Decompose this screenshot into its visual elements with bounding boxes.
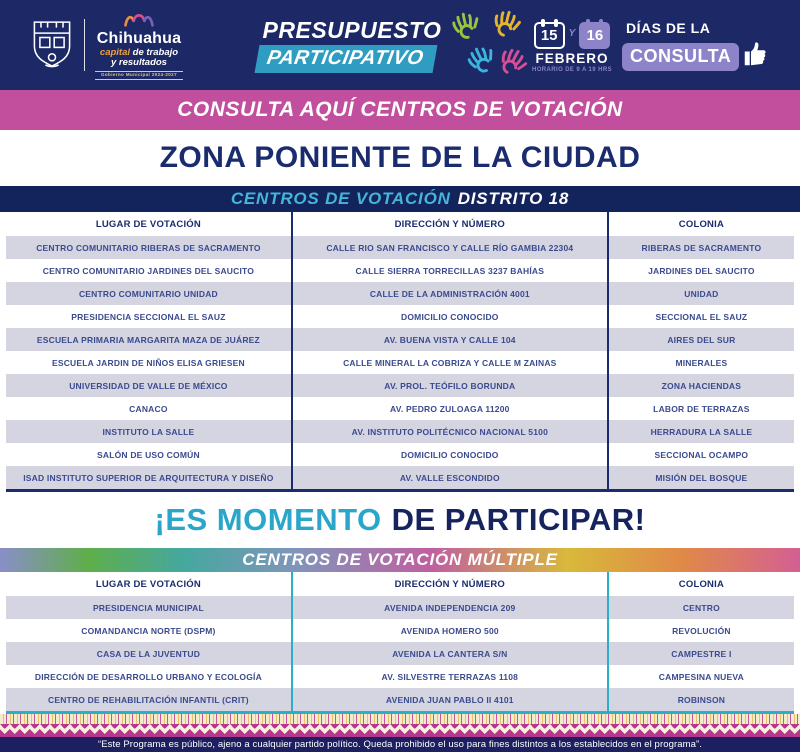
municipal-logo xyxy=(0,10,252,79)
cell-colonia: UNIDAD xyxy=(609,282,794,305)
multiple-banner: CENTROS DE VOTACIÓN MÚLTIPLE xyxy=(0,548,800,572)
table-row xyxy=(6,282,794,305)
cell-lugar: UNIVERSIDAD DE VALLE DE MÉXICO xyxy=(6,374,293,397)
distrito18-banner xyxy=(0,186,800,212)
cell-direccion: CALLE DE LA ADMINISTRACIÓN 4001 xyxy=(293,282,609,305)
table-header-row xyxy=(6,572,794,596)
col-header-colonia: COLONIA xyxy=(678,218,724,230)
col-header-lugar: LUGAR DE VOTACIÓN xyxy=(6,572,293,596)
footer-zigzag-pattern xyxy=(0,724,800,734)
cell-direccion: AVENIDA JUAN PABLO II 4101 xyxy=(293,688,609,711)
footer-disclaimer: “Este Programa es público, ajeno a cualquier partido político. Queda prohibido el uso para fines distintos a los establecidos en el programa”. xyxy=(0,737,800,752)
cell-colonia: AIRES DEL SUR xyxy=(609,328,794,351)
cell-direccion: CALLE MINERAL LA COBRIZA Y CALLE M ZAINAS xyxy=(293,351,609,374)
cell-lugar: CENTRO COMUNITARIO JARDINES DEL SAUCITO xyxy=(6,259,293,282)
cell-direccion: AV. INSTITUTO POLITÉCNICO NACIONAL 5100 xyxy=(293,420,609,443)
logo-tagline-capital: capital xyxy=(99,46,131,58)
cell-colonia: SECCIONAL EL SAUZ xyxy=(609,305,794,328)
calendar-group xyxy=(532,17,612,73)
cell-direccion: AV. VALLE ESCONDIDO xyxy=(293,466,609,489)
cell-lugar: ESCUELA PRIMARIA MARGARITA MAZA DE JUÁREZ xyxy=(6,328,293,351)
cell-colonia: MISIÓN DEL BOSQUE xyxy=(609,466,794,489)
cell-colonia: HERRADURA LA SALLE xyxy=(609,420,794,443)
cell-direccion: CALLE RIO SAN FRANCISCO Y CALLE RÍO GAMBIA 22304 xyxy=(293,236,609,259)
cell-colonia: ROBINSON xyxy=(609,688,794,711)
table-row xyxy=(6,305,794,328)
consultation-dates xyxy=(532,17,800,73)
dias-de-la-label: DÍAS DE LA xyxy=(625,19,711,36)
cell-colonia: JARDINES DEL SAUCITO xyxy=(609,259,794,282)
calendar-day-16-icon xyxy=(579,22,610,49)
distrito18-table-body xyxy=(6,236,794,489)
table-row xyxy=(6,397,794,420)
table-row xyxy=(6,665,794,688)
distrito18-banner-prefix: CENTROS DE VOTACIÓN xyxy=(230,189,451,208)
cell-direccion: CALLE SIERRA TORRECILLAS 3237 BAHÍAS xyxy=(293,259,609,282)
table-row xyxy=(6,420,794,443)
table-row xyxy=(6,688,794,711)
multiple-table xyxy=(0,572,800,711)
cell-colonia: CENTRO xyxy=(609,596,794,619)
cell-lugar: COMANDANCIA NORTE (DSPM) xyxy=(6,619,293,642)
table-row xyxy=(6,443,794,466)
cell-direccion: AVENIDA INDEPENDENCIA 209 xyxy=(293,596,609,619)
consulta-label-group xyxy=(622,20,771,71)
chihuahua-wordmark xyxy=(95,10,183,79)
cell-lugar: INSTITUTO LA SALLE xyxy=(6,420,293,443)
cell-lugar: ESCUELA JARDIN DE NIÑOS ELISA GRIESEN xyxy=(6,351,293,374)
cell-lugar: CANACO xyxy=(6,397,293,420)
logo-ribbon: Gobierno Municipal 2024-2027 xyxy=(95,71,183,80)
table-header-row xyxy=(6,212,794,236)
date-connector: Y xyxy=(568,27,576,39)
date-day2: 16 xyxy=(586,27,604,44)
col-header-lugar: LUGAR DE VOTACIÓN xyxy=(6,212,293,236)
distrito18-table xyxy=(0,212,800,489)
footer-tape-texture xyxy=(0,714,800,724)
calendar-day-15-icon xyxy=(534,22,565,49)
cell-colonia: REVOLUCIÓN xyxy=(609,619,794,642)
table-row xyxy=(6,466,794,489)
zone-title: ZONA PONIENTE DE LA CIUDAD xyxy=(159,141,641,174)
cell-lugar: CASA DE LA JUVENTUD xyxy=(6,642,293,665)
table-row xyxy=(6,328,794,351)
cell-direccion: DOMICILIO CONOCIDO xyxy=(293,443,609,466)
cell-colonia: SECCIONAL OCAMPO xyxy=(609,443,794,466)
cell-direccion: AV. PEDRO ZULOAGA 11200 xyxy=(293,397,609,420)
coat-of-arms-icon xyxy=(30,16,74,75)
cell-direccion: DOMICILIO CONOCIDO xyxy=(293,305,609,328)
brand-line1: PRESUPUESTO xyxy=(262,17,442,43)
cell-direccion: AVENIDA LA CANTERA S/N xyxy=(293,642,609,665)
cell-colonia: ZONA HACIENDAS xyxy=(609,374,794,397)
cell-direccion: AV. BUENA VISTA Y CALLE 104 xyxy=(293,328,609,351)
cell-colonia: CAMPESINA NUEVA xyxy=(609,665,794,688)
cell-lugar: ISAD INSTITUTO SUPERIOR DE ARQUITECTURA Y DISEÑO xyxy=(6,466,293,489)
multiple-table-body xyxy=(6,596,794,711)
table-row xyxy=(6,351,794,374)
momento-rest: DE PARTICIPAR! xyxy=(391,502,646,537)
cell-lugar: CENTRO DE REHABILITACIÓN INFANTIL (CRIT) xyxy=(6,688,293,711)
cell-colonia: LABOR DE TERRAZAS xyxy=(609,397,794,420)
cell-lugar: CENTRO COMUNITARIO UNIDAD xyxy=(6,282,293,305)
consulta-banner: CONSULTA AQUÍ CENTROS DE VOTACIÓN xyxy=(0,90,800,130)
table-row xyxy=(6,259,794,282)
cell-colonia: CAMPESTRE I xyxy=(609,642,794,665)
col-header-colonia: COLONIA xyxy=(678,578,724,590)
date-schedule: HORARIO DE 9 A 19 HRS xyxy=(532,67,612,73)
table-row xyxy=(6,374,794,397)
momento-highlight: ¡ES MOMENTO xyxy=(154,502,382,537)
table-row xyxy=(6,642,794,665)
consulta-badge: CONSULTA xyxy=(622,43,739,71)
table-row xyxy=(6,236,794,259)
cell-direccion: AVENIDA HOMERO 500 xyxy=(293,619,609,642)
cell-colonia: RIBERAS DE SACRAMENTO xyxy=(609,236,794,259)
col-header-direccion: DIRECCIÓN Y NÚMERO xyxy=(293,212,609,236)
cell-lugar: PRESIDENCIA SECCIONAL EL SAUZ xyxy=(6,305,293,328)
program-brand xyxy=(252,8,532,82)
cell-direccion: AV. PROL. TEÓFILO BORUNDA xyxy=(293,374,609,397)
cell-direccion: AV. SILVESTRE TERRAZAS 1108 xyxy=(293,665,609,688)
cell-colonia: MINERALES xyxy=(609,351,794,374)
distrito18-banner-suffix: DISTRITO 18 xyxy=(457,189,570,208)
brand-line2: PARTICIPATIVO xyxy=(254,45,437,73)
logo-divider xyxy=(84,19,85,71)
date-month: FEBRERO xyxy=(535,51,609,66)
col-header-direccion: DIRECCIÓN Y NÚMERO xyxy=(293,572,609,596)
table-row xyxy=(6,596,794,619)
cell-lugar: CENTRO COMUNITARIO RIBERAS DE SACRAMENTO xyxy=(6,236,293,259)
thumbs-up-icon xyxy=(741,38,771,75)
logo-tagline-rest: de trabajo xyxy=(132,46,179,58)
header xyxy=(0,0,800,90)
doodle-hands-icon xyxy=(449,8,527,82)
logo-tagline-line2: y resultados xyxy=(111,56,167,68)
logo-city-name: Chihuahua xyxy=(96,30,182,48)
momento-title xyxy=(0,492,800,548)
cell-lugar: PRESIDENCIA MUNICIPAL xyxy=(6,596,293,619)
cell-lugar: SALÓN DE USO COMÚN xyxy=(6,443,293,466)
cell-lugar: DIRECCIÓN DE DESARROLLO URBANO Y ECOLOGÍA xyxy=(6,665,293,688)
date-day1: 15 xyxy=(540,27,558,44)
table-row xyxy=(6,619,794,642)
